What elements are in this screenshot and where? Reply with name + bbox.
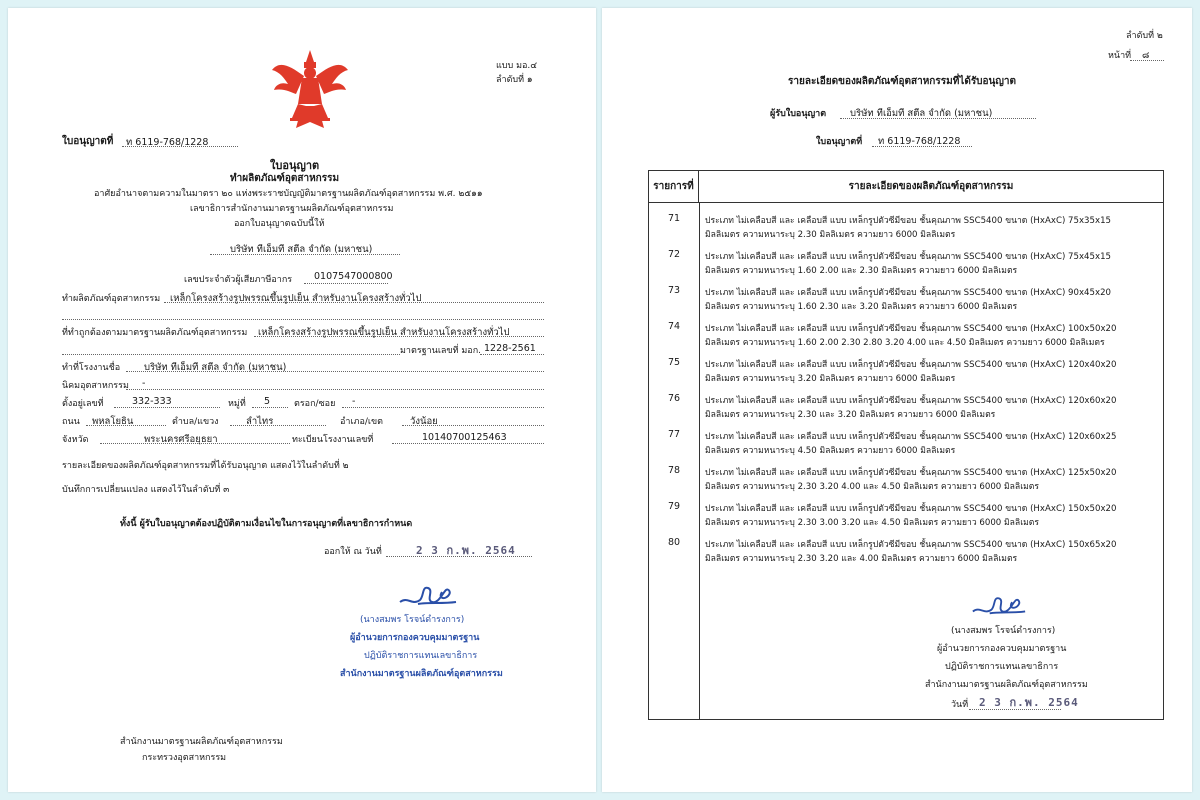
- standard-no-label: มาตรฐานเลขที่ มอก.: [400, 346, 482, 356]
- tax-id-label: เลขประจำตัวผู้เสียภาษีอากร: [184, 275, 293, 285]
- table-row: [649, 427, 1163, 463]
- signature-mark: [398, 578, 458, 610]
- row-number: 71: [667, 213, 681, 224]
- condition-note: ทั้งนี้ ผู้รับใบอนุญาตต้องปฏิบัติตามเงื่อนไขในการอนุญาตที่เลขาธิการกำหนด: [120, 519, 413, 529]
- standard-label: ที่ทำถูกต้องตามมาตรฐานผลิตภัณฑ์อุตสาหกรรม: [62, 328, 248, 338]
- issued-date-value: 2 3 ก.พ. 2564: [416, 544, 516, 557]
- subdistrict-label: ตำบล/แขวง: [172, 417, 219, 427]
- row-description-line-1: ประเภท ไม่เคลือบสี และ เคลือบสี แบบ เหล็กรูปตัวซีมีขอบ ชั้นคุณภาพ SSC5400 ขนาด (HxAxC) 120x60x20: [705, 396, 1117, 406]
- estate-label: นิคมอุตสาหกรรม: [62, 381, 129, 391]
- signer-title-3: สำนักงานมาตรฐานผลิตภัณฑ์อุตสาหกรรม: [340, 669, 503, 679]
- soi-value: -: [352, 396, 356, 407]
- date-value: 2 3 ก.พ. 2564: [979, 696, 1079, 709]
- signer-title-1: ผู้อำนวยการกองควบคุมมาตรฐาน: [350, 633, 480, 643]
- license-no-value: ท 6119-768/1228: [126, 137, 209, 148]
- row-description-line-2: มิลลิเมตร ความหนาระบุ 2.30 3.00 3.20 และ 4.50 มิลลิเมตร ความยาว 6000 มิลลิเมตร: [705, 518, 1040, 528]
- issue-line: ออกใบอนุญาตฉบับนี้ให้: [234, 219, 325, 229]
- license-page: [8, 8, 596, 792]
- footer-ministry: กระทรวงอุตสาหกรรม: [142, 753, 227, 763]
- row-number: 77: [667, 429, 681, 440]
- district-value: วังน้อย: [410, 416, 438, 427]
- signer-title-2: ปฏิบัติราชการแทนเลขาธิการ: [364, 651, 478, 661]
- detail-note: รายละเอียดของผลิตภัณฑ์อุตสาหกรรมที่ได้รับอนุญาต แสดงไว้ในลำดับที่ ๒: [62, 461, 349, 471]
- license-no-label: ใบอนุญาตที่: [816, 137, 863, 147]
- page-no-label: หน้าที่: [1108, 51, 1132, 61]
- table-row: [649, 355, 1163, 391]
- table-row: [649, 283, 1163, 319]
- table-row: [649, 247, 1163, 283]
- signer-name: (นางสมพร โรจน์ดำรงการ): [951, 626, 1056, 636]
- moo-value: 5: [264, 396, 271, 407]
- footer-office: สำนักงานมาตรฐานผลิตภัณฑ์อุตสาหกรรม: [120, 737, 283, 747]
- doc-title: ใบอนุญาต: [270, 159, 320, 172]
- table-row: [649, 391, 1163, 427]
- factory-value: บริษัท ทีเอ็มที สตีล จำกัด (มหาชน): [144, 362, 287, 373]
- table-row: [649, 499, 1163, 535]
- table-row: [649, 535, 1163, 571]
- row-description-line-1: ประเภท ไม่เคลือบสี และ เคลือบสี แบบ เหล็กรูปตัวซีมีขอบ ชั้นคุณภาพ SSC5400 ขนาด (HxAxC) 100x50x20: [705, 324, 1117, 334]
- row-description-line-2: มิลลิเมตร ความหนาระบุ 1.60 2.00 2.30 2.80 3.20 4.00 และ 4.50 มิลลิเมตร ความยาว 6000 มิลลิเมตร: [705, 338, 1105, 348]
- district-label: อำเภอ/เขต: [340, 417, 383, 427]
- date-label: วันที่: [951, 700, 969, 710]
- sequence-label: ลำดับที่ ๑: [496, 75, 533, 85]
- row-description-line-1: ประเภท ไม่เคลือบสี และ เคลือบสี แบบ เหล็กรูปตัวซีมีขอบ ชั้นคุณภาพ SSC5400 ขนาด (HxAxC) 150x65x20: [705, 540, 1117, 550]
- page-no-value: ๘: [1142, 50, 1150, 61]
- table-row: [649, 211, 1163, 247]
- table-header: [649, 171, 1163, 203]
- province-value: พระนครศรีอยุธยา: [144, 434, 218, 445]
- factory-reg-label: ทะเบียนโรงงานเลขที่: [292, 435, 374, 445]
- form-code: แบบ มอ.๔: [496, 61, 538, 71]
- moo-label: หมู่ที่: [228, 399, 246, 409]
- row-description-line-2: มิลลิเมตร ความหนาระบุ 2.30 มิลลิเมตร ความยาว 6000 มิลลิเมตร: [705, 230, 956, 240]
- factory-reg-value: 10140700125463: [422, 432, 507, 443]
- table-row: [649, 319, 1163, 355]
- issuer-line: เลขาธิการสำนักงานมาตรฐานผลิตภัณฑ์อุตสาหกรรม: [190, 204, 394, 214]
- row-number: 79: [667, 501, 681, 512]
- doc-subtitle: ทำผลิตภัณฑ์อุตสาหกรรม: [230, 173, 340, 184]
- signature-mark: [971, 589, 1027, 619]
- province-label: จังหวัด: [62, 435, 89, 445]
- row-number: 74: [667, 321, 681, 332]
- product-detail-table: [648, 170, 1164, 720]
- column-header-description: รายละเอียดของผลิตภัณฑ์อุตสาหกรรม: [848, 181, 1014, 192]
- row-description-line-1: ประเภท ไม่เคลือบสี และ เคลือบสี แบบ เหล็กรูปตัวซีมีขอบ ชั้นคุณภาพ SSC5400 ขนาด (HxAxC) 120x40x20: [705, 360, 1117, 370]
- row-number: 78: [667, 465, 681, 476]
- column-header-item-no: รายการที่: [649, 171, 699, 203]
- tax-id-value: 0107547000800: [314, 271, 393, 282]
- row-description-line-2: มิลลิเมตร ความหนาระบุ 2.30 3.20 4.00 และ 4.50 มิลลิเมตร ความยาว 6000 มิลลิเมตร: [705, 482, 1040, 492]
- row-description-line-2: มิลลิเมตร ความหนาระบุ 2.30 3.20 และ 4.00 มิลลิเมตร ความยาว 6000 มิลลิเมตร: [705, 554, 1018, 564]
- product-detail-page: [602, 8, 1192, 792]
- estate-value: -: [142, 378, 146, 389]
- signer-name: (นางสมพร โรจน์ดำรงการ): [360, 615, 465, 625]
- row-description-line-1: ประเภท ไม่เคลือบสี และ เคลือบสี แบบ เหล็กรูปตัวซีมีขอบ ชั้นคุณภาพ SSC5400 ขนาด (HxAxC) 75x45x15: [705, 252, 1112, 262]
- signer-title-3: สำนักงานมาตรฐานผลิตภัณฑ์อุตสาหกรรม: [925, 680, 1088, 690]
- row-description-line-1: ประเภท ไม่เคลือบสี และ เคลือบสี แบบ เหล็กรูปตัวซีมีขอบ ชั้นคุณภาพ SSC5400 ขนาด (HxAxC) 150x50x20: [705, 504, 1117, 514]
- issued-date-label: ออกให้ ณ วันที่: [324, 547, 382, 557]
- road-value: พหลโยธิน: [92, 416, 134, 427]
- row-description-line-2: มิลลิเมตร ความหนาระบุ 4.50 มิลลิเมตร ความยาว 6000 มิลลิเมตร: [705, 446, 956, 456]
- factory-label: ทำที่โรงงานชื่อ: [62, 363, 121, 373]
- signer-title-2: ปฏิบัติราชการแทนเลขาธิการ: [945, 662, 1059, 672]
- row-number: 80: [667, 537, 681, 548]
- sequence-label: ลำดับที่ ๒: [1126, 31, 1163, 41]
- garuda-emblem-icon: [270, 48, 350, 134]
- soi-label: ตรอก/ซอย: [294, 399, 336, 409]
- row-number: 76: [667, 393, 681, 404]
- authority-line: อาศัยอำนาจตามความในมาตรา ๒๐ แห่งพระราชบัญญัติมาตรฐานผลิตภัณฑ์อุตสาหกรรม พ.ศ. ๒๕๑๑: [94, 189, 483, 199]
- detail-title: รายละเอียดของผลิตภัณฑ์อุตสาหกรรมที่ได้รับอนุญาต: [788, 76, 1017, 87]
- row-description-line-2: มิลลิเมตร ความหนาระบุ 2.30 และ 3.20 มิลลิเมตร ความยาว 6000 มิลลิเมตร: [705, 410, 996, 420]
- subdistrict-value: ลำไทร: [246, 416, 274, 427]
- license-no-value: ท 6119-768/1228: [878, 136, 961, 147]
- licensee-label: ผู้รับใบอนุญาต: [770, 109, 827, 119]
- road-label: ถนน: [62, 417, 80, 427]
- product-label: ทำผลิตภัณฑ์อุตสาหกรรม: [62, 294, 161, 304]
- row-number: 72: [667, 249, 681, 260]
- company-name: บริษัท ทีเอ็มที สตีล จำกัด (มหาชน): [230, 244, 373, 255]
- row-number: 75: [667, 357, 681, 368]
- standard-no-value: 1228-2561: [484, 343, 536, 354]
- row-description-line-1: ประเภท ไม่เคลือบสี และ เคลือบสี แบบ เหล็กรูปตัวซีมีขอบ ชั้นคุณภาพ SSC5400 ขนาด (HxAxC) 75x35x15: [705, 216, 1112, 226]
- row-description-line-2: มิลลิเมตร ความหนาระบุ 1.60 2.00 และ 2.30 มิลลิเมตร ความยาว 6000 มิลลิเมตร: [705, 266, 1018, 276]
- address-no-label: ตั้งอยู่เลขที่: [62, 399, 104, 409]
- licensee-value: บริษัท ทีเอ็มที สตีล จำกัด (มหาชน): [850, 108, 993, 119]
- address-no-value: 332-333: [132, 396, 172, 407]
- row-number: 73: [667, 285, 681, 296]
- table-row: [649, 463, 1163, 499]
- row-description-line-2: มิลลิเมตร ความหนาระบุ 1.60 2.30 และ 3.20 มิลลิเมตร ความยาว 6000 มิลลิเมตร: [705, 302, 1018, 312]
- license-no-label: ใบอนุญาตที่: [62, 136, 114, 147]
- standard-value: เหล็กโครงสร้างรูปพรรณขึ้นรูปเย็น สำหรับงานโครงสร้างทั่วไป: [258, 327, 510, 338]
- row-description-line-1: ประเภท ไม่เคลือบสี และ เคลือบสี แบบ เหล็กรูปตัวซีมีขอบ ชั้นคุณภาพ SSC5400 ขนาด (HxAxC) 125x50x20: [705, 468, 1117, 478]
- product-value: เหล็กโครงสร้างรูปพรรณขึ้นรูปเย็น สำหรับงานโครงสร้างทั่วไป: [170, 293, 422, 304]
- row-description-line-1: ประเภท ไม่เคลือบสี และ เคลือบสี แบบ เหล็กรูปตัวซีมีขอบ ชั้นคุณภาพ SSC5400 ขนาด (HxAxC) 90x45x20: [705, 288, 1112, 298]
- row-description-line-1: ประเภท ไม่เคลือบสี และ เคลือบสี แบบ เหล็กรูปตัวซีมีขอบ ชั้นคุณภาพ SSC5400 ขนาด (HxAxC) 120x60x25: [705, 432, 1117, 442]
- change-note: บันทึกการเปลี่ยนแปลง แสดงไว้ในลำดับที่ ๓: [62, 485, 230, 495]
- row-description-line-2: มิลลิเมตร ความหนาระบุ 3.20 มิลลิเมตร ความยาว 6000 มิลลิเมตร: [705, 374, 956, 384]
- signer-title-1: ผู้อำนวยการกองควบคุมมาตรฐาน: [937, 644, 1067, 654]
